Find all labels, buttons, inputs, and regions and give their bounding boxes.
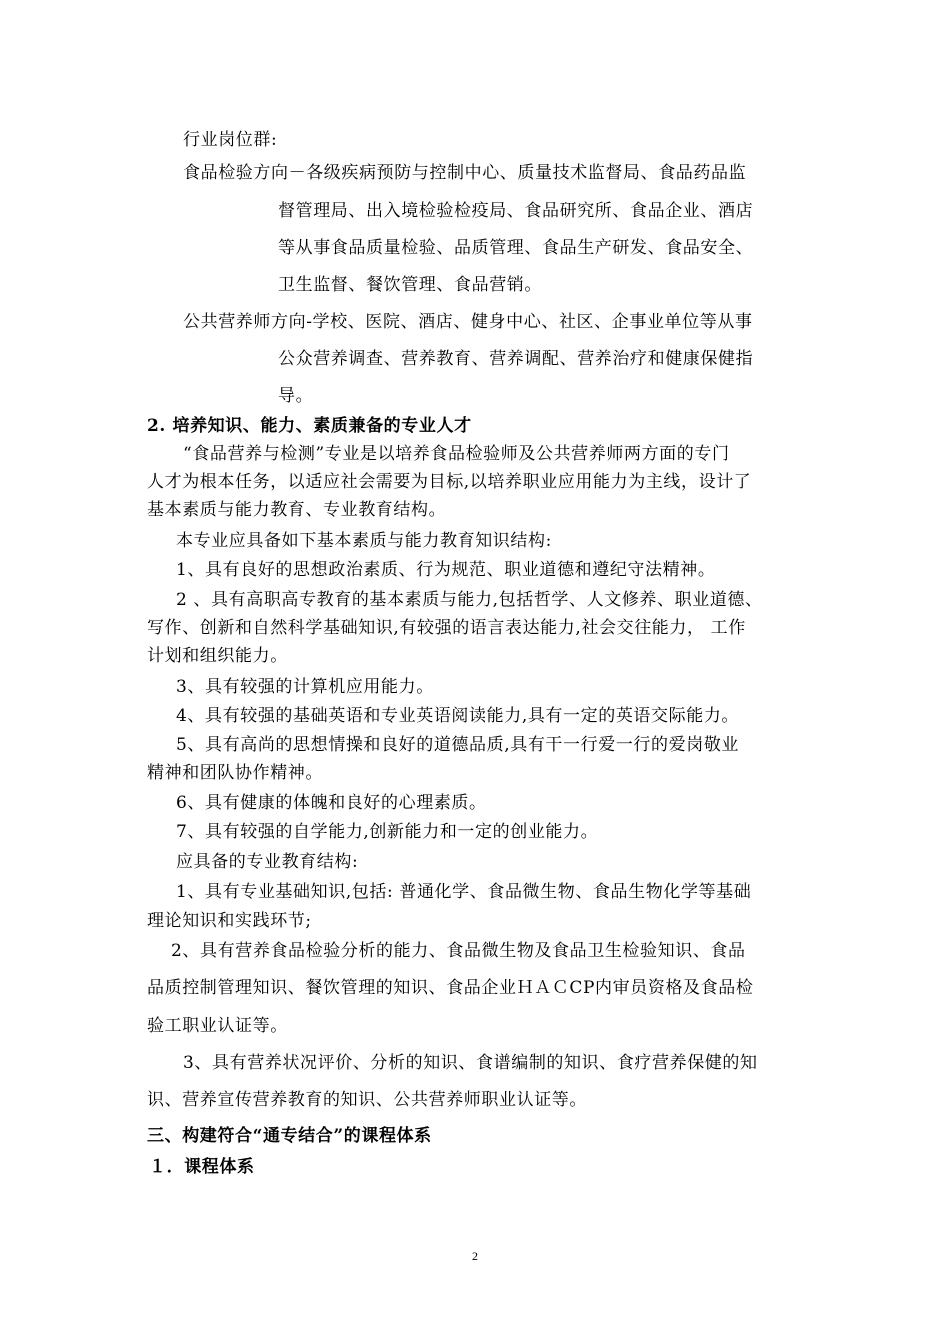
paragraph-line: “食品营养与检测”专业是以培养食品检验师及公共营养师两方面的专门 — [183, 444, 730, 464]
edu-item-1-cont: 理论知识和实践环节; — [147, 911, 312, 931]
text-line-industry-heading: 行业岗位群: — [183, 130, 278, 150]
edu-item-3: 3、具有营养状况评价、分析的知识、食谱编制的知识、食疗营养保健的知 — [183, 1053, 758, 1073]
list-item-4: 4、具有较强的基础英语和专业英语阅读能力,具有一定的英语交际能力。 — [176, 706, 740, 726]
list-item-5-cont: 精神和团队协作精神。 — [147, 763, 323, 783]
edu-item-1: 1、具有专业基础知识,包括: 普通化学、食品微生物、食品生物化学等基础 — [176, 882, 752, 902]
section-heading-3: 三、构建符合“通专结合”的课程体系 — [147, 1126, 432, 1146]
text-line-nutritionist-cont: 公众营养调查、营养教育、营养调配、营养治疗和健康保健指 — [278, 349, 754, 369]
list-item-5: 5、具有高尚的思想情操和良好的道德品质,具有干一行爱一行的爱岗敬业 — [176, 735, 740, 755]
subsection-heading-1: １．课程体系 — [149, 1157, 255, 1177]
list-item-3: 3、具有较强的计算机应用能力。 — [176, 677, 434, 697]
list-item-6: 6、具有健康的体魄和良好的心理素质。 — [176, 793, 487, 813]
edu-item-2: 2、具有营养食品检验分析的能力、食品微生物及食品卫生检验知识、食品 — [171, 941, 746, 961]
edu-item-3-cont: 识、营养宣传营养教育的知识、公共营养师职业认证等。 — [147, 1090, 587, 1110]
page-number: 2 — [472, 1249, 478, 1263]
list-item-7: 7、具有较强的自学能力,创新能力和一定的创业能力。 — [176, 822, 599, 842]
paragraph-line: 本专业应具备如下基本素质与能力教育知识结构: — [176, 531, 552, 551]
paragraph-line: 应具备的专业教育结构: — [176, 852, 359, 872]
edu-item-2-cont: 品质控制管理知识、餐饮管理的知识、食品企业ＨＡＣCP内审员资格及食品检 — [147, 978, 754, 998]
section-heading-2: 2. 培养知识、能力、素质兼备的专业人才 — [147, 416, 472, 436]
text-line-nutritionist: 公共营养师方向-学校、医院、酒店、健身中心、社区、企事业单位等从事 — [183, 312, 753, 332]
text-line-food-inspection-cont: 卫生监督、餐饮管理、食品营销。 — [278, 275, 542, 295]
list-item-2: 2 、具有高职高专教育的基本素质与能力,包括哲学、人文修养、职业道德、 — [176, 590, 763, 610]
text-line-food-inspection-cont: 等从事食品质量检验、品质管理、食品生产研发、食品安全、 — [278, 238, 754, 258]
text-line-food-inspection-cont: 督管理局、出入境检验检疫局、食品研究所、食品企业、酒店 — [278, 201, 754, 221]
list-item-1: 1、具有良好的思想政治素质、行为规范、职业道德和遵纪守法精神。 — [176, 560, 716, 580]
text-line-food-inspection: 食品检验方向－各级疾病预防与控制中心、质量技术监督局、食品药品监 — [183, 163, 747, 183]
list-item-2-cont: 计划和组织能力。 — [147, 646, 288, 666]
list-item-2-cont: 写作、创新和自然科学基础知识,有较强的语言表达能力,社会交往能力， 工作 — [147, 618, 746, 638]
paragraph-line: 人才为根本任务，以适应社会需要为目标,以培养职业应用能力为主线，设计了 — [147, 472, 752, 492]
text-line-nutritionist-cont: 导。 — [278, 386, 314, 406]
paragraph-line: 基本素质与能力教育、专业教育结构。 — [147, 500, 447, 520]
edu-item-2-cont: 验工职业认证等。 — [147, 1016, 288, 1036]
